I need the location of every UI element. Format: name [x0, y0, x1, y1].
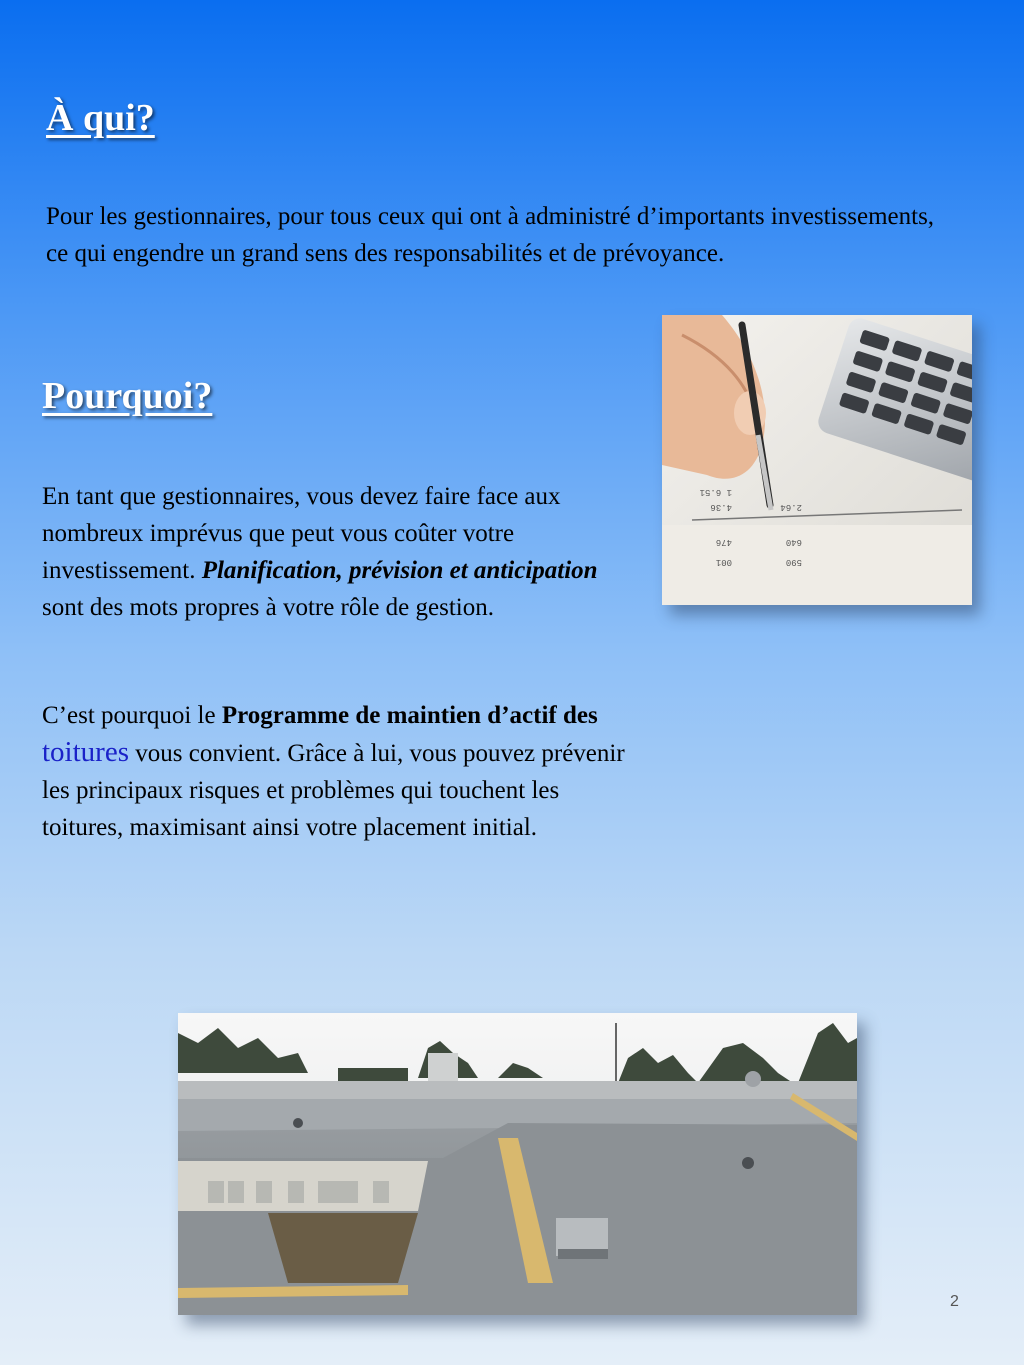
calculator-illustration [662, 315, 972, 605]
paragraph-a-qui: Pour les gestionnaires, pour tous ceux qui ont à administré d’importants investissements, ce qui engendre un grand sens des responsabilités et de prévoyance. [46, 203, 935, 267]
paragraph-text: C’est pourquoi le [42, 702, 222, 729]
emphasis-text: Planification, prévision et anticipation [201, 557, 598, 584]
roof-illustration [178, 1013, 857, 1315]
toitures-highlight: toitures [42, 736, 129, 768]
program-name: Programme de maintien d’actif des [221, 702, 598, 729]
paragraph-pourquoi-2 [42, 697, 632, 846]
calculator-photo [662, 315, 972, 605]
paragraph-text: sont des mots propres à votre rôle de gestion. [42, 594, 494, 621]
paragraph-text: En tant que gestionnaires, vous devez faire face aux nombreux imprévus que peut vous coûter votre investissement. [42, 483, 561, 584]
svg-text:4.36: 4.36 [710, 502, 732, 512]
svg-text:476: 476 [715, 537, 732, 547]
svg-text:590: 590 [785, 557, 802, 567]
page-number: 2 [950, 1293, 959, 1310]
svg-text:640: 640 [785, 537, 802, 547]
roof-photo [178, 1013, 857, 1315]
svg-text:001: 001 [715, 557, 732, 567]
svg-text:2.64: 2.64 [780, 502, 802, 512]
paragraph-pourquoi-1 [42, 478, 632, 626]
heading-a-qui: À qui? [46, 97, 155, 139]
heading-pourquoi: Pourquoi? [42, 375, 213, 417]
paragraph-text: vous convient. Grâce à lui, vous pouvez prévenir les principaux risques et problèmes qui touchent les toitures, maximisant ainsi votre placement initial. [42, 740, 625, 841]
svg-text:1 6.51: 1 6.51 [699, 487, 732, 497]
